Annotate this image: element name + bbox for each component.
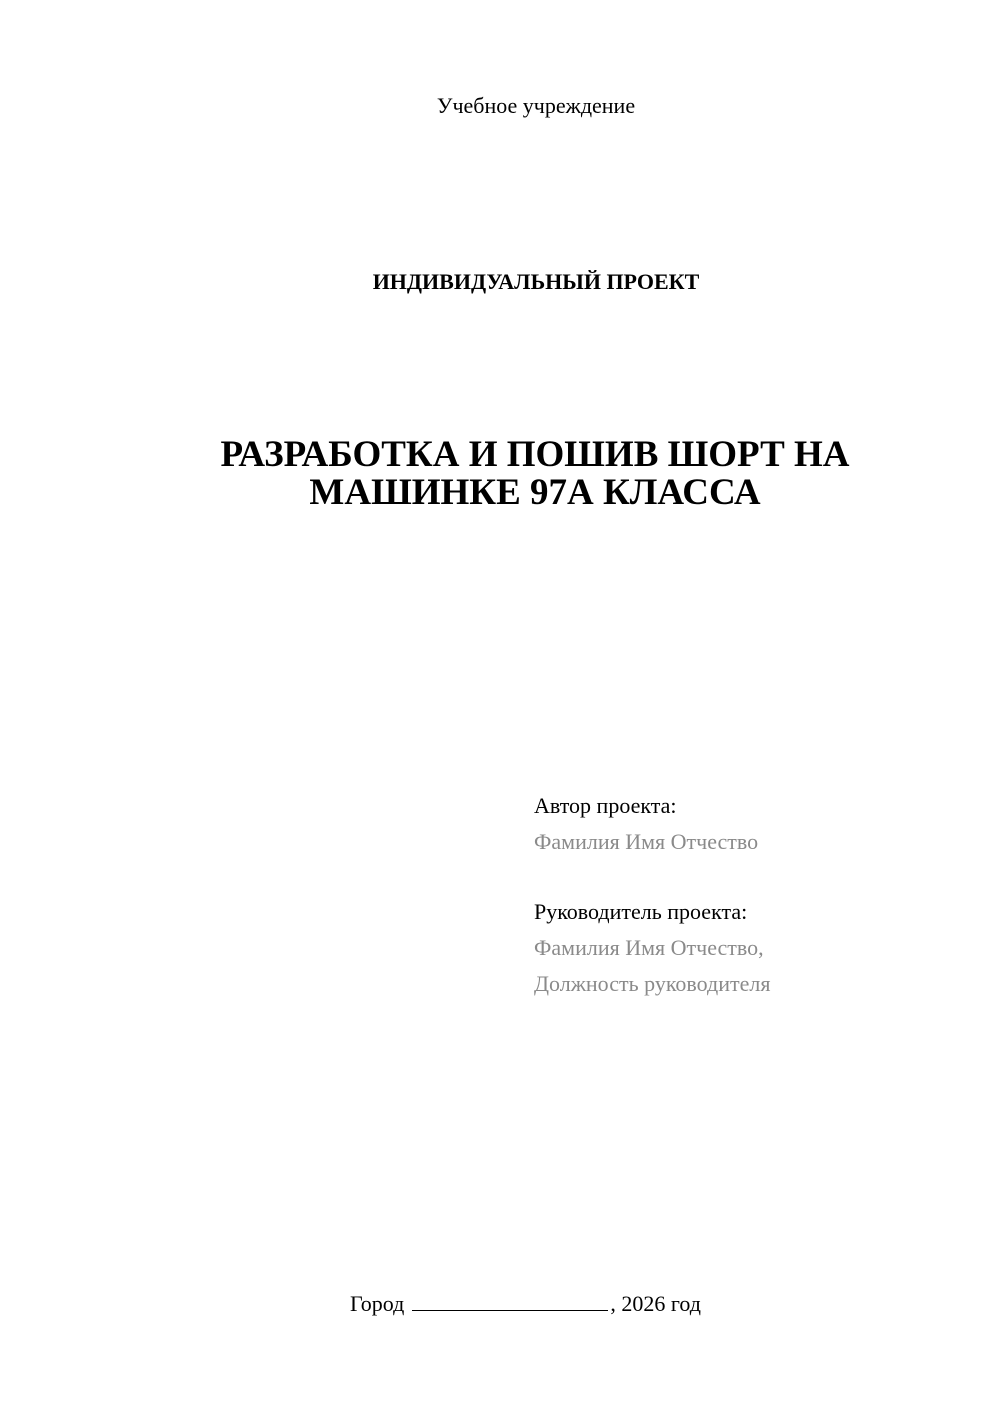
institution-name: Учебное учреждение	[436, 93, 636, 118]
author-label: Автор проекта:	[534, 793, 677, 818]
supervisor-label: Руководитель проекта:	[534, 899, 748, 924]
project-info-block	[534, 788, 974, 1002]
supervisor-position: Должность руководителя	[534, 971, 771, 996]
document-type: ИНДИВИДУАЛЬНЫЙ ПРОЕКТ	[372, 269, 700, 294]
spacer	[534, 860, 974, 894]
author-name: Фамилия Имя Отчество	[534, 829, 759, 854]
city-label: Город	[350, 1291, 405, 1316]
supervisor-name: Фамилия Имя Отчество,	[534, 935, 764, 960]
city-year-line	[350, 1290, 701, 1318]
project-title-line-1: РАЗРАБОТКА И ПОШИВ ШОРТ НА	[220, 434, 850, 475]
project-title	[150, 436, 920, 512]
year-text: , 2026 год	[610, 1291, 701, 1316]
project-title-line-2: МАШИНКЕ 97А КЛАССА	[309, 472, 761, 513]
city-blank-line	[412, 1290, 608, 1311]
